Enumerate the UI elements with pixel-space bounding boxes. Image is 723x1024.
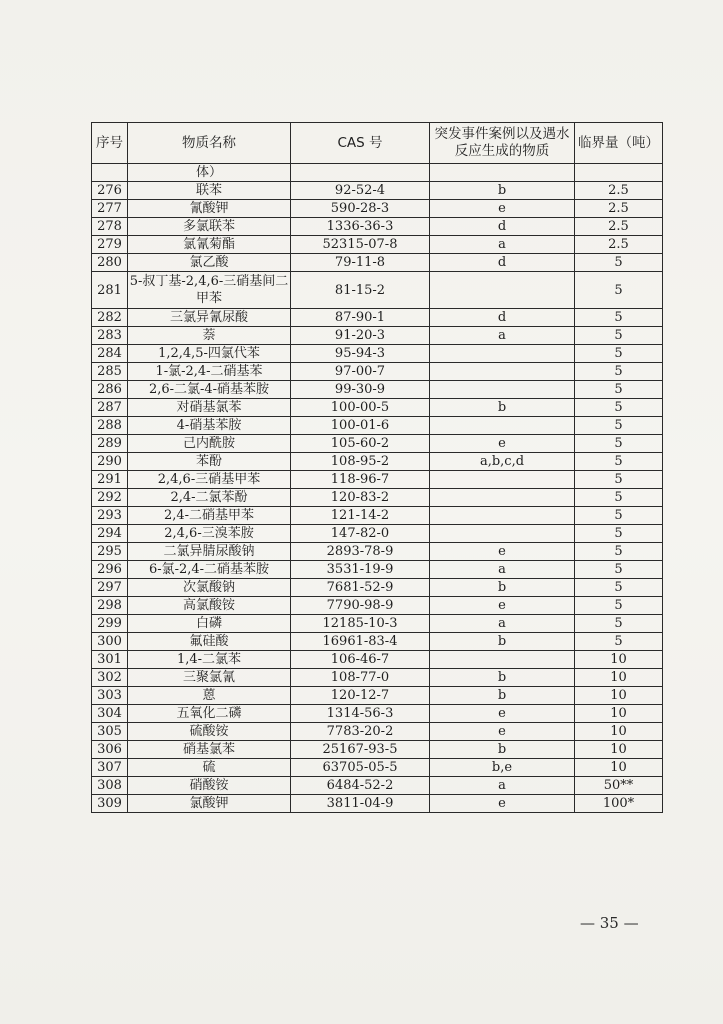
serial-number-cell: 309 — [92, 795, 128, 813]
incident-case-cell: e — [430, 597, 575, 615]
table-row — [92, 236, 663, 254]
table-row — [92, 327, 663, 345]
serial-number-cell: 288 — [92, 417, 128, 435]
cas-number-cell: 99-30-9 — [291, 381, 430, 399]
incident-case-cell — [430, 471, 575, 489]
incident-case-cell — [430, 489, 575, 507]
cas-number-cell: 12185-10-3 — [291, 615, 430, 633]
threshold-quantity-cell: 5 — [575, 597, 663, 615]
table-row — [92, 561, 663, 579]
cas-number-cell: 147-82-0 — [291, 525, 430, 543]
serial-number-cell: 285 — [92, 363, 128, 381]
threshold-quantity-cell: 5 — [575, 345, 663, 363]
threshold-quantity-cell: 5 — [575, 417, 663, 435]
serial-number-cell: 308 — [92, 777, 128, 795]
substance-name-cell: 硝酸铵 — [128, 777, 291, 795]
table-row — [92, 597, 663, 615]
serial-number-cell: 294 — [92, 525, 128, 543]
table-row — [92, 381, 663, 399]
cas-number-cell: 120-12-7 — [291, 687, 430, 705]
substance-name-cell: 4-硝基苯胺 — [128, 417, 291, 435]
serial-number-cell: 298 — [92, 597, 128, 615]
substance-name-cell: 联苯 — [128, 182, 291, 200]
table-row — [92, 200, 663, 218]
cas-number-cell: 16961-83-4 — [291, 633, 430, 651]
incident-case-cell: b — [430, 633, 575, 651]
table-row — [92, 435, 663, 453]
substance-name-cell: 三氯异氰尿酸 — [128, 309, 291, 327]
table-row — [92, 633, 663, 651]
cas-number-cell: 25167-93-5 — [291, 741, 430, 759]
substance-name-cell: 氯乙酸 — [128, 254, 291, 272]
table-header-row — [92, 123, 663, 164]
table-row — [92, 254, 663, 272]
threshold-quantity-cell: 5 — [575, 327, 663, 345]
table-row — [92, 525, 663, 543]
serial-number-cell: 301 — [92, 651, 128, 669]
cas-number-cell: 100-01-6 — [291, 417, 430, 435]
table-row — [92, 399, 663, 417]
threshold-quantity-cell: 2.5 — [575, 200, 663, 218]
table-row — [92, 345, 663, 363]
table-row — [92, 723, 663, 741]
table-row — [92, 687, 663, 705]
cas-number-cell: 106-46-7 — [291, 651, 430, 669]
threshold-quantity-cell: 5 — [575, 309, 663, 327]
serial-number-cell: 305 — [92, 723, 128, 741]
substance-name-cell: 硝基氯苯 — [128, 741, 291, 759]
cas-number-cell: 590-28-3 — [291, 200, 430, 218]
threshold-quantity-cell: 100* — [575, 795, 663, 813]
incident-case-cell — [430, 525, 575, 543]
substance-name-cell: 2,6-二氯-4-硝基苯胺 — [128, 381, 291, 399]
table-row — [92, 453, 663, 471]
cas-number-cell: 92-52-4 — [291, 182, 430, 200]
cas-number-cell: 79-11-8 — [291, 254, 430, 272]
incident-case-cell: d — [430, 218, 575, 236]
serial-number-cell: 300 — [92, 633, 128, 651]
incident-case-cell — [430, 345, 575, 363]
threshold-quantity-cell: 10 — [575, 687, 663, 705]
threshold-quantity-cell: 2.5 — [575, 236, 663, 254]
threshold-quantity-cell: 5 — [575, 561, 663, 579]
cas-number-cell: 95-94-3 — [291, 345, 430, 363]
substance-name-cell: 蒽 — [128, 687, 291, 705]
serial-number-cell: 302 — [92, 669, 128, 687]
substance-name-cell: 二氯异腈尿酸钠 — [128, 543, 291, 561]
incident-case-cell — [430, 363, 575, 381]
table-row — [92, 579, 663, 597]
substance-name-cell: 硫酸铵 — [128, 723, 291, 741]
serial-number-cell: 297 — [92, 579, 128, 597]
table-row — [92, 417, 663, 435]
header-threshold-quantity: 临界量（吨） — [575, 123, 663, 164]
substance-name-cell: 多氯联苯 — [128, 218, 291, 236]
cas-number-cell: 91-20-3 — [291, 327, 430, 345]
cas-number-cell: 120-83-2 — [291, 489, 430, 507]
serial-number-cell: 286 — [92, 381, 128, 399]
substance-name-cell: 萘 — [128, 327, 291, 345]
cas-number-cell: 100-00-5 — [291, 399, 430, 417]
threshold-quantity-cell: 10 — [575, 705, 663, 723]
cas-number-cell: 105-60-2 — [291, 435, 430, 453]
incident-case-cell: b — [430, 579, 575, 597]
substance-name-cell: 苯酚 — [128, 453, 291, 471]
table-row — [92, 272, 663, 309]
substance-name-cell: 高氯酸铵 — [128, 597, 291, 615]
incident-case-cell — [430, 417, 575, 435]
serial-number-cell: 307 — [92, 759, 128, 777]
incident-case-cell: a — [430, 615, 575, 633]
serial-number-cell: 290 — [92, 453, 128, 471]
substance-name-cell: 2,4-二氯苯酚 — [128, 489, 291, 507]
cas-number-cell: 2893-78-9 — [291, 543, 430, 561]
threshold-quantity-cell: 50** — [575, 777, 663, 795]
cas-number-cell: 118-96-7 — [291, 471, 430, 489]
cas-number-cell: 63705-05-5 — [291, 759, 430, 777]
substance-name-cell: 己内酰胺 — [128, 435, 291, 453]
serial-number-cell: 296 — [92, 561, 128, 579]
table-row — [92, 777, 663, 795]
serial-number-cell: 306 — [92, 741, 128, 759]
serial-number-cell: 289 — [92, 435, 128, 453]
threshold-quantity-cell: 5 — [575, 435, 663, 453]
substance-name-cell: 2,4-二硝基甲苯 — [128, 507, 291, 525]
serial-number-cell: 281 — [92, 272, 128, 309]
substance-name-cell: 2,4,6-三硝基甲苯 — [128, 471, 291, 489]
threshold-quantity-cell: 10 — [575, 759, 663, 777]
threshold-quantity-cell: 5 — [575, 633, 663, 651]
incident-case-cell: b — [430, 741, 575, 759]
threshold-quantity-cell: 10 — [575, 741, 663, 759]
serial-number-cell: 277 — [92, 200, 128, 218]
incident-case-cell: a,b,c,d — [430, 453, 575, 471]
cas-number-cell: 7790-98-9 — [291, 597, 430, 615]
page-number: — 35 — — [580, 914, 639, 932]
threshold-quantity-cell: 5 — [575, 615, 663, 633]
table-row — [92, 615, 663, 633]
continuation-row — [92, 164, 663, 182]
incident-case-cell — [430, 381, 575, 399]
threshold-quantity-cell: 5 — [575, 399, 663, 417]
substance-name-cell: 6-氯-2,4-二硝基苯胺 — [128, 561, 291, 579]
incident-case-cell: a — [430, 561, 575, 579]
cas-number-cell: 121-14-2 — [291, 507, 430, 525]
cas-number-cell: 108-77-0 — [291, 669, 430, 687]
header-substance-name: 物质名称 — [128, 123, 291, 164]
substance-name-cell: 5-叔丁基-2,4,6-三硝基间二甲苯 — [128, 272, 291, 309]
cas-number-cell: 7783-20-2 — [291, 723, 430, 741]
threshold-quantity-cell: 2.5 — [575, 182, 663, 200]
threshold-quantity-cell: 2.5 — [575, 218, 663, 236]
threshold-quantity-cell: 5 — [575, 272, 663, 309]
cas-number-cell: 7681-52-9 — [291, 579, 430, 597]
table-row — [92, 741, 663, 759]
cas-number-cell: 108-95-2 — [291, 453, 430, 471]
incident-case-cell: b — [430, 182, 575, 200]
header-cas-number: CAS 号 — [291, 123, 430, 164]
cas-number-cell: 1336-36-3 — [291, 218, 430, 236]
substance-name-cell: 对硝基氯苯 — [128, 399, 291, 417]
threshold-quantity-cell: 10 — [575, 651, 663, 669]
hazardous-substances-table — [91, 122, 663, 813]
incident-case-cell: b — [430, 669, 575, 687]
incident-case-cell: d — [430, 309, 575, 327]
substance-name-cell: 1-氯-2,4-二硝基苯 — [128, 363, 291, 381]
table-row — [92, 471, 663, 489]
cas-number-cell: 3531-19-9 — [291, 561, 430, 579]
table-row — [92, 363, 663, 381]
threshold-quantity-cell: 5 — [575, 381, 663, 399]
substance-name-cell: 氯氰菊酯 — [128, 236, 291, 254]
incident-case-cell: b,e — [430, 759, 575, 777]
incident-case-cell: e — [430, 543, 575, 561]
substance-name-cell: 氟硅酸 — [128, 633, 291, 651]
cas-number-cell: 3811-04-9 — [291, 795, 430, 813]
threshold-quantity-cell: 5 — [575, 471, 663, 489]
table-row — [92, 309, 663, 327]
serial-number-cell: 276 — [92, 182, 128, 200]
serial-number-cell: 295 — [92, 543, 128, 561]
serial-number-cell: 283 — [92, 327, 128, 345]
serial-number-cell: 282 — [92, 309, 128, 327]
substance-name-cell: 白磷 — [128, 615, 291, 633]
table-row — [92, 705, 663, 723]
serial-number-cell: 287 — [92, 399, 128, 417]
table-row — [92, 489, 663, 507]
table-row — [92, 759, 663, 777]
table-row — [92, 669, 663, 687]
substance-name-cell: 2,4,6-三溴苯胺 — [128, 525, 291, 543]
cas-number-cell: 1314-56-3 — [291, 705, 430, 723]
incident-case-cell: b — [430, 399, 575, 417]
threshold-quantity-cell: 5 — [575, 453, 663, 471]
serial-number-cell: 303 — [92, 687, 128, 705]
cas-number-cell: 6484-52-2 — [291, 777, 430, 795]
table-row — [92, 651, 663, 669]
table-row — [92, 795, 663, 813]
incident-case-cell: a — [430, 777, 575, 795]
serial-number-cell: 293 — [92, 507, 128, 525]
serial-number-cell: 299 — [92, 615, 128, 633]
serial-number-cell: 279 — [92, 236, 128, 254]
incident-case-cell: a — [430, 327, 575, 345]
substance-name-cell: 硫 — [128, 759, 291, 777]
cas-number-cell: 87-90-1 — [291, 309, 430, 327]
threshold-quantity-cell: 5 — [575, 489, 663, 507]
incident-case-cell: a — [430, 236, 575, 254]
threshold-quantity-cell: 5 — [575, 525, 663, 543]
continuation-text: 体） — [128, 164, 291, 182]
substance-name-cell: 1,4-二氯苯 — [128, 651, 291, 669]
cas-number-cell: 97-00-7 — [291, 363, 430, 381]
cas-number-cell: 52315-07-8 — [291, 236, 430, 254]
serial-number-cell: 284 — [92, 345, 128, 363]
header-serial-number: 序号 — [92, 123, 128, 164]
serial-number-cell: 304 — [92, 705, 128, 723]
incident-case-cell: e — [430, 200, 575, 218]
cas-number-cell: 81-15-2 — [291, 272, 430, 309]
incident-case-cell: e — [430, 723, 575, 741]
incident-case-cell: e — [430, 795, 575, 813]
incident-case-cell: e — [430, 435, 575, 453]
substance-name-cell: 氯酸钾 — [128, 795, 291, 813]
table-row — [92, 218, 663, 236]
substance-name-cell: 1,2,4,5-四氯代苯 — [128, 345, 291, 363]
incident-case-cell: b — [430, 687, 575, 705]
threshold-quantity-cell: 5 — [575, 363, 663, 381]
table-row — [92, 182, 663, 200]
incident-case-cell: d — [430, 254, 575, 272]
substance-name-cell: 次氯酸钠 — [128, 579, 291, 597]
serial-number-cell: 278 — [92, 218, 128, 236]
incident-case-cell: e — [430, 705, 575, 723]
threshold-quantity-cell: 10 — [575, 669, 663, 687]
substance-name-cell: 氰酸钾 — [128, 200, 291, 218]
serial-number-cell: 291 — [92, 471, 128, 489]
substance-name-cell: 五氧化二磷 — [128, 705, 291, 723]
incident-case-cell — [430, 272, 575, 309]
threshold-quantity-cell: 5 — [575, 507, 663, 525]
substance-name-cell: 三聚氯氰 — [128, 669, 291, 687]
table-row — [92, 507, 663, 525]
threshold-quantity-cell: 5 — [575, 543, 663, 561]
threshold-quantity-cell: 5 — [575, 579, 663, 597]
incident-case-cell — [430, 651, 575, 669]
serial-number-cell: 280 — [92, 254, 128, 272]
table-row — [92, 543, 663, 561]
header-incident-case: 突发事件案例以及遇水反应生成的物质 — [430, 123, 575, 164]
threshold-quantity-cell: 10 — [575, 723, 663, 741]
incident-case-cell — [430, 507, 575, 525]
threshold-quantity-cell: 5 — [575, 254, 663, 272]
serial-number-cell: 292 — [92, 489, 128, 507]
